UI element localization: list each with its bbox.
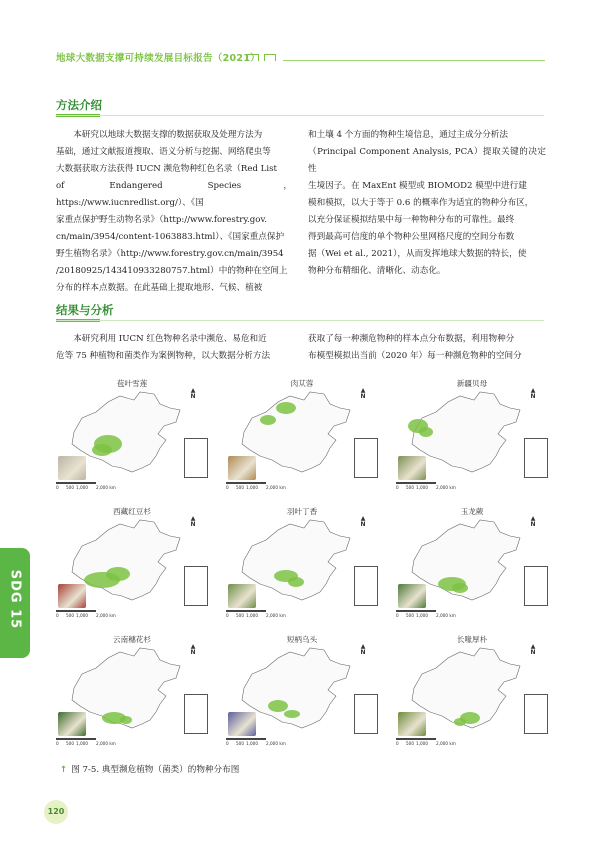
north-arrow-icon: ▲ N <box>190 515 196 528</box>
north-arrow-icon: ▲ N <box>360 387 366 400</box>
species-photo <box>228 584 256 608</box>
text-line: 野生植物名录》（http://www.forestry.gov.cn/main/3954 <box>56 249 284 259</box>
species-photo <box>228 712 256 736</box>
map-outline <box>72 520 180 600</box>
scale-bar <box>396 482 468 494</box>
species-name: 长喙厚朴 <box>456 635 488 644</box>
scale-tick-label: 500 <box>406 741 414 746</box>
scale-tick-label: 500 <box>406 485 414 490</box>
page-number: 120 <box>44 800 68 824</box>
scale-tick-label: 500 <box>66 741 74 746</box>
distribution-area <box>276 402 296 414</box>
species-map <box>52 634 212 752</box>
scale-tick-label: 1,000 <box>416 613 428 618</box>
south-china-sea-inset <box>354 438 378 478</box>
text-line: （Principal Component Analysis, PCA）提取关键的决定性 <box>308 147 546 174</box>
species-photo <box>398 456 426 480</box>
scale-tick-label: 0 <box>56 485 59 490</box>
text-line: 获取了每一种濒危物种的样本点分布数据，利用物种分 <box>308 334 515 344</box>
scale-tick-label: 2,000 km <box>96 741 116 746</box>
scale-bar <box>226 610 298 622</box>
text-line: 本研究利用 IUCN 红色物种名录中濒危、易危和近 <box>56 334 267 344</box>
scale-tick-label: 1,000 <box>416 485 428 490</box>
north-arrow-icon: ▲ N <box>360 515 366 528</box>
north-arrow-icon: ▲ N <box>360 643 366 656</box>
scale-tick-label: 0 <box>226 741 229 746</box>
species-name: 云南穗花杉 <box>113 635 151 644</box>
results-column-left <box>56 331 292 365</box>
distribution-area <box>452 583 468 593</box>
results-column-right <box>308 331 546 365</box>
text-line: 本研究以地球大数据支撑的数据获取及处理方法为 <box>56 130 263 140</box>
north-arrow-icon: ▲ N <box>190 387 196 400</box>
map-outline <box>242 392 350 472</box>
text-line: 分布的样本点数据。在此基础上提取地形、气候、植被 <box>56 283 263 293</box>
distribution-area <box>419 427 433 437</box>
scale-tick-label: 2,000 km <box>436 485 456 490</box>
text-line: 以充分保证模拟结果中每一种物种分布的可靠性。最终 <box>308 215 515 225</box>
north-arrow-icon: ▲ N <box>530 387 536 400</box>
scale-bar <box>226 738 298 750</box>
south-china-sea-inset <box>524 566 548 606</box>
section-rule <box>56 115 544 116</box>
section-rule <box>56 320 544 321</box>
south-china-sea-inset <box>184 694 208 734</box>
scale-tick-label: 0 <box>226 613 229 618</box>
scale-tick-label: 500 <box>236 741 244 746</box>
scale-bar <box>396 738 468 750</box>
text-line: 物种分布精细化、清晰化、动态化。 <box>308 266 446 276</box>
species-name: 新疆贝母 <box>456 379 488 388</box>
scale-bar <box>56 738 128 750</box>
distribution-area <box>106 567 130 581</box>
header-decoration <box>247 54 259 61</box>
species-name: 肉苁蓉 <box>290 379 314 388</box>
scale-tick-label: 1,000 <box>246 485 258 490</box>
species-name: 玉龙蕨 <box>460 507 484 516</box>
species-name: 西藏红豆杉 <box>113 507 151 516</box>
species-photo <box>58 584 86 608</box>
south-china-sea-inset <box>524 438 548 478</box>
species-photo <box>228 456 256 480</box>
text-line: /20180925/143410933280757.html）中的物种在空间上 <box>56 266 288 276</box>
distribution-area <box>454 718 466 726</box>
scale-tick-label: 1,000 <box>416 741 428 746</box>
species-map <box>392 506 552 624</box>
scale-tick-label: 500 <box>66 485 74 490</box>
header-decoration <box>264 54 276 61</box>
scale-tick-label: 0 <box>226 485 229 490</box>
methods-column-left <box>56 127 292 297</box>
sdg-side-tab <box>0 548 30 658</box>
scale-tick-label: 1,000 <box>76 741 88 746</box>
species-name: 短柄乌头 <box>286 635 318 644</box>
scale-tick-label: 2,000 km <box>266 741 286 746</box>
species-map-grid <box>52 378 552 760</box>
south-china-sea-inset <box>524 694 548 734</box>
map-outline <box>72 392 180 472</box>
sdg-tab-label: SDG 15 <box>7 569 23 630</box>
distribution-area <box>260 415 276 425</box>
scale-tick-label: 2,000 km <box>96 613 116 618</box>
text-line: 家重点保护野生动物名录》（http://www.forestry.gov. <box>56 215 268 225</box>
scale-tick-label: 0 <box>56 741 59 746</box>
species-name: 苞叶雪莲 <box>116 379 148 388</box>
header-rule <box>283 60 545 61</box>
scale-tick-label: 2,000 km <box>96 485 116 490</box>
text-line: 和土壤 4 个方面的物种生境信息，通过主成分分析法 <box>308 130 508 140</box>
scale-tick-label: 1,000 <box>246 741 258 746</box>
scale-tick-label: 500 <box>236 485 244 490</box>
distribution-area <box>120 716 132 724</box>
text-line: cn/main/3954/content-1063883.html）、《国家重点保护 <box>56 232 285 242</box>
scale-bar <box>56 610 128 622</box>
south-china-sea-inset <box>354 694 378 734</box>
section-title-results: 结果与分析 <box>56 303 114 317</box>
species-photo <box>58 712 86 736</box>
scale-tick-label: 2,000 km <box>266 613 286 618</box>
scale-tick-label: 500 <box>236 613 244 618</box>
distribution-area <box>268 700 288 712</box>
arrow-up-icon: ↑ <box>60 765 68 775</box>
figure-caption: ↑ 图 7-5. 典型濒危植物（菌类）的物种分布图 <box>60 765 240 775</box>
scale-tick-label: 1,000 <box>76 485 88 490</box>
scale-tick-label: 500 <box>66 613 74 618</box>
species-map <box>52 378 212 496</box>
text-line: 生境因子。在 MaxEnt 模型或 BIOMOD2 模型中进行建 <box>308 181 527 191</box>
north-arrow-icon: ▲ N <box>530 515 536 528</box>
text-line: of Endangered Species，https://www.iucnredlist.org/）、《国 <box>56 181 292 208</box>
text-line: 大数据获取方法获得 IUCN 濒危物种红色名录（Red List <box>56 164 277 174</box>
species-photo <box>398 712 426 736</box>
scale-tick-label: 0 <box>396 741 399 746</box>
scale-tick-label: 0 <box>56 613 59 618</box>
species-map <box>52 506 212 624</box>
species-map <box>222 634 382 752</box>
scale-tick-label: 2,000 km <box>436 741 456 746</box>
text-line: 基础，通过文献报道搜取、语义分析与挖掘、网络爬虫等 <box>56 147 271 157</box>
species-photo <box>398 584 426 608</box>
distribution-area <box>92 444 112 456</box>
text-line: 得到最高可信度的单个物种公里网格尺度的空间分布数 <box>308 232 515 242</box>
map-outline <box>242 520 350 600</box>
species-map <box>222 506 382 624</box>
species-map <box>392 378 552 496</box>
south-china-sea-inset <box>184 566 208 606</box>
north-arrow-icon: ▲ N <box>190 643 196 656</box>
scale-bar <box>56 482 128 494</box>
south-china-sea-inset <box>184 438 208 478</box>
text-line: 布模型模拟出当前（2020 年）每一种濒危物种的空间分 <box>308 351 522 361</box>
scale-tick-label: 0 <box>396 613 399 618</box>
distribution-area <box>284 710 300 718</box>
scale-tick-label: 500 <box>406 613 414 618</box>
species-name: 羽叶丁香 <box>286 507 318 516</box>
scale-tick-label: 1,000 <box>246 613 258 618</box>
text-line: 据（Wei et al., 2021），从而发挥地球大数据的特长，使 <box>308 249 527 259</box>
species-map <box>222 378 382 496</box>
scale-tick-label: 2,000 km <box>436 613 456 618</box>
scale-tick-label: 0 <box>396 485 399 490</box>
section-title-methods: 方法介绍 <box>56 98 102 112</box>
scale-tick-label: 1,000 <box>76 613 88 618</box>
scale-bar <box>396 610 468 622</box>
running-header: 地球大数据支撑可持续发展目标报告（2021） <box>56 53 261 64</box>
text-line: 危等 75 种植物和菌类作为案例物种，以大数据分析方法 <box>56 351 271 361</box>
north-arrow-icon: ▲ N <box>530 643 536 656</box>
methods-column-right <box>308 127 546 280</box>
distribution-area <box>288 577 304 587</box>
species-map <box>392 634 552 752</box>
scale-bar <box>226 482 298 494</box>
scale-tick-label: 2,000 km <box>266 485 286 490</box>
south-china-sea-inset <box>354 566 378 606</box>
text-line: 模和模拟，以大于等于 0.6 的概率作为适宜的物种分布区， <box>308 198 534 208</box>
species-photo <box>58 456 86 480</box>
